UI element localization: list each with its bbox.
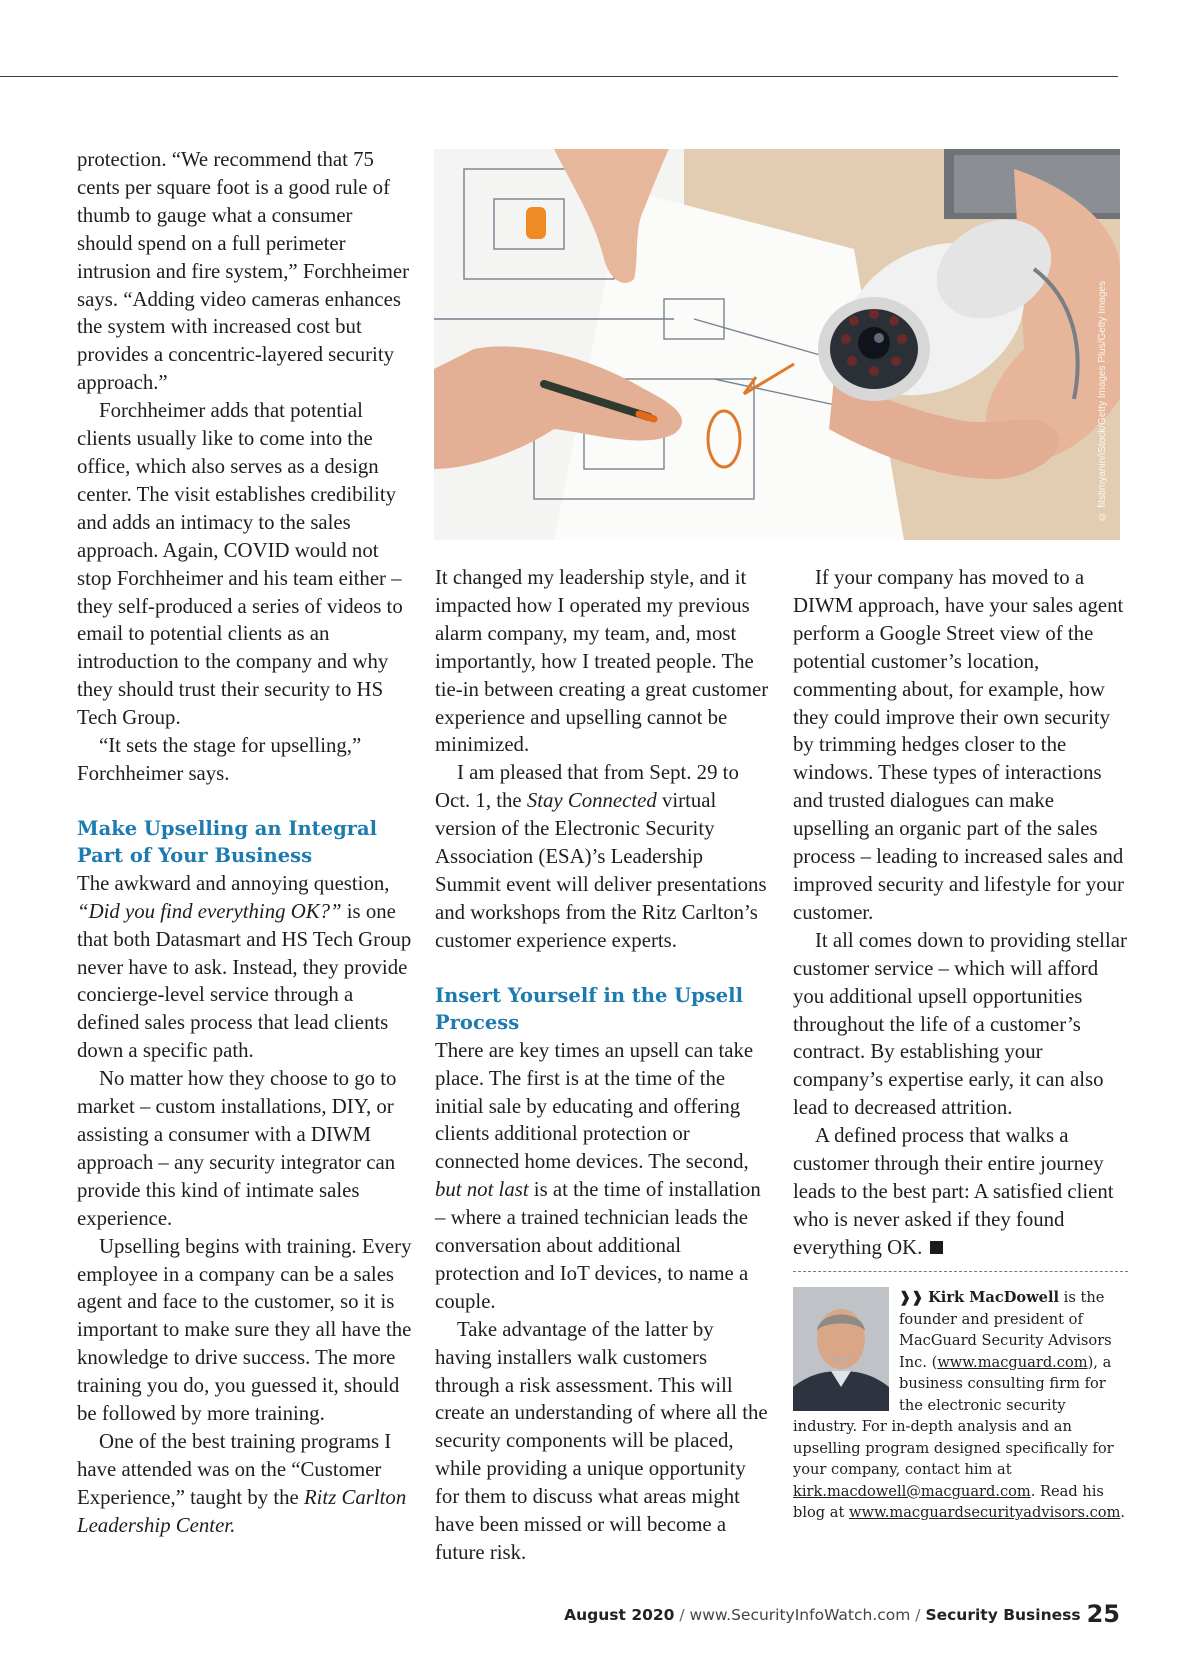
paragraph: There are key times an upsell can take place. The first is at the time of the initial sale by educating and offering clients additional protection or connected home devices. The second, but not last is at the time of installation – where a trained technician leads the conversation about additional protection and IoT devices, to name a couple. [435,1038,761,1313]
paragraph: It changed my leadership style, and it impacted how I operated my previous alarm company, my team, and, most importantly, how I treated people. The tie-in between creating a great customer experience and upselling cannot be minimized. [435,566,769,757]
paragraph: It all comes down to providing stellar customer service – which will afford you additional upsell opportunities throughout the life of a customer’s contract. By establishing your company’s expertise early, it can also lead to decreased attrition. [793,928,1127,1120]
paragraph: protection. “We recommend that 75 cents per square foot is a good rule of thumb to gauge what a consumer should spend on a full perimeter intrusion and fire system,” Forchheimer says. “Adding video cameras enhances the system with increased cost but provides a concentric-layered security approach.” [77,148,410,395]
author-name: Kirk MacDowell [928,1289,1060,1306]
section-heading: Make Upselling an Integral Part of Your Business [77,816,378,868]
photo-credit: © fitstimyanin/iStock/Getty Images Plus/Getty Images [1097,281,1108,522]
paragraph: The awkward and annoying question, “Did you find everything OK?” is one that both Datasmart and HS Tech Group never have to ask. Instead, they provide concierge-level service through a defined sales process that lead clients down a specific path. [77,871,412,1063]
article-photo [434,149,1120,540]
blueprint-camera-illustration [434,149,1120,540]
end-of-article-icon [930,1241,943,1254]
paragraph: Upselling begins with training. Every employee in a company can be a sales agent and face to the customer, so it is important to make sure they all have the knowledge to drive success. The more training you do, you guessed it, should be followed by more training. [77,1234,412,1426]
paragraph: A defined process that walks a customer through their entire journey leads to the best part: A satisfied client who is never asked if they found everything OK. [793,1124,1114,1259]
author-photo [793,1287,889,1411]
paragraph: “It sets the stage for upselling,” Forchheimer says. [77,734,362,785]
author-bio: ❱❱ Kirk MacDowell is the founder and president of MacGuard Security Advisors Inc. (www.macguard.com), a business consulting firm for the electronic security industry. For in-depth analysis and an upselling program designed specifically for your company, contact him at kirk.macdowell@macguard.com. Read his blog at www.macguardsecurityadvisors.com. [793,1289,1126,1521]
paragraph: I am pleased that from Sept. 29 to Oct. 1, the Stay Connected virtual version of the Electronic Security Association (ESA)’s Leadership Summit event will deliver presentations and workshops from the Ritz Carlton’s customer experience experts. [435,761,767,952]
article-column-1 [77,146,412,1540]
paragraph: No matter how they choose to go to market – custom installations, DIY, or assisting a consumer with a DIWM approach – any security integrator can provide this kind of intimate sales experience. [77,1067,397,1230]
website-link[interactable]: www.macguard.com [937,1353,1088,1371]
email-link[interactable]: kirk.macdowell@macguard.com [793,1482,1031,1500]
article-column-3 [793,564,1128,1262]
article-column-2 [435,564,770,1567]
paragraph: One of the best training programs I have attended was on the “Customer Experience,” taught by the Ritz Carlton Leadership Center. [77,1429,407,1537]
blog-link[interactable]: www.macguardsecurityadvisors.com [848,1504,1121,1521]
author-marker-icon: ❱❱ [899,1289,924,1306]
website-url[interactable]: www.SecurityInfoWatch.com [689,1606,911,1624]
page-footer: August 2020 / www.SecurityInfoWatch.com / Security Business 25 [564,1600,1120,1628]
bio-divider [793,1271,1128,1272]
page-number: 25 [1086,1600,1120,1628]
top-rule [0,76,1118,77]
section-heading: Insert Yourself in the Upsell Process [435,983,744,1035]
paragraph: Take advantage of the latter by having installers walk customers through a risk assessment. This will create an understanding of where all the security components will be placed, while providing a unique opportunity for them to discuss what areas might have been missed or will become a future risk. [435,1317,768,1564]
paragraph: If your company has moved to a DIWM approach, have your sales agent perform a Google Street view of the potential customer’s location, commenting about, for example, how they could improve their own security by trimming hedges closer to the windows. These types of interactions and trusted dialogues can make upselling an organic part of the sales process – leading to increased sales and improved security and lifestyle for your customer. [793,566,1124,924]
paragraph: Forchheimer adds that potential clients usually like to come into the office, which also serves as a design center. The visit establishes credibility and adds an intimacy to the sales approach. Again, COVID would not stop Forchheimer and his team either – they self-produced a series of videos to email to potential clients as an introduction to the company and why they should trust their security to HS Tech Group. [77,399,403,730]
issue-date: August 2020 [564,1606,675,1624]
magazine-title: Security Business [925,1606,1081,1624]
